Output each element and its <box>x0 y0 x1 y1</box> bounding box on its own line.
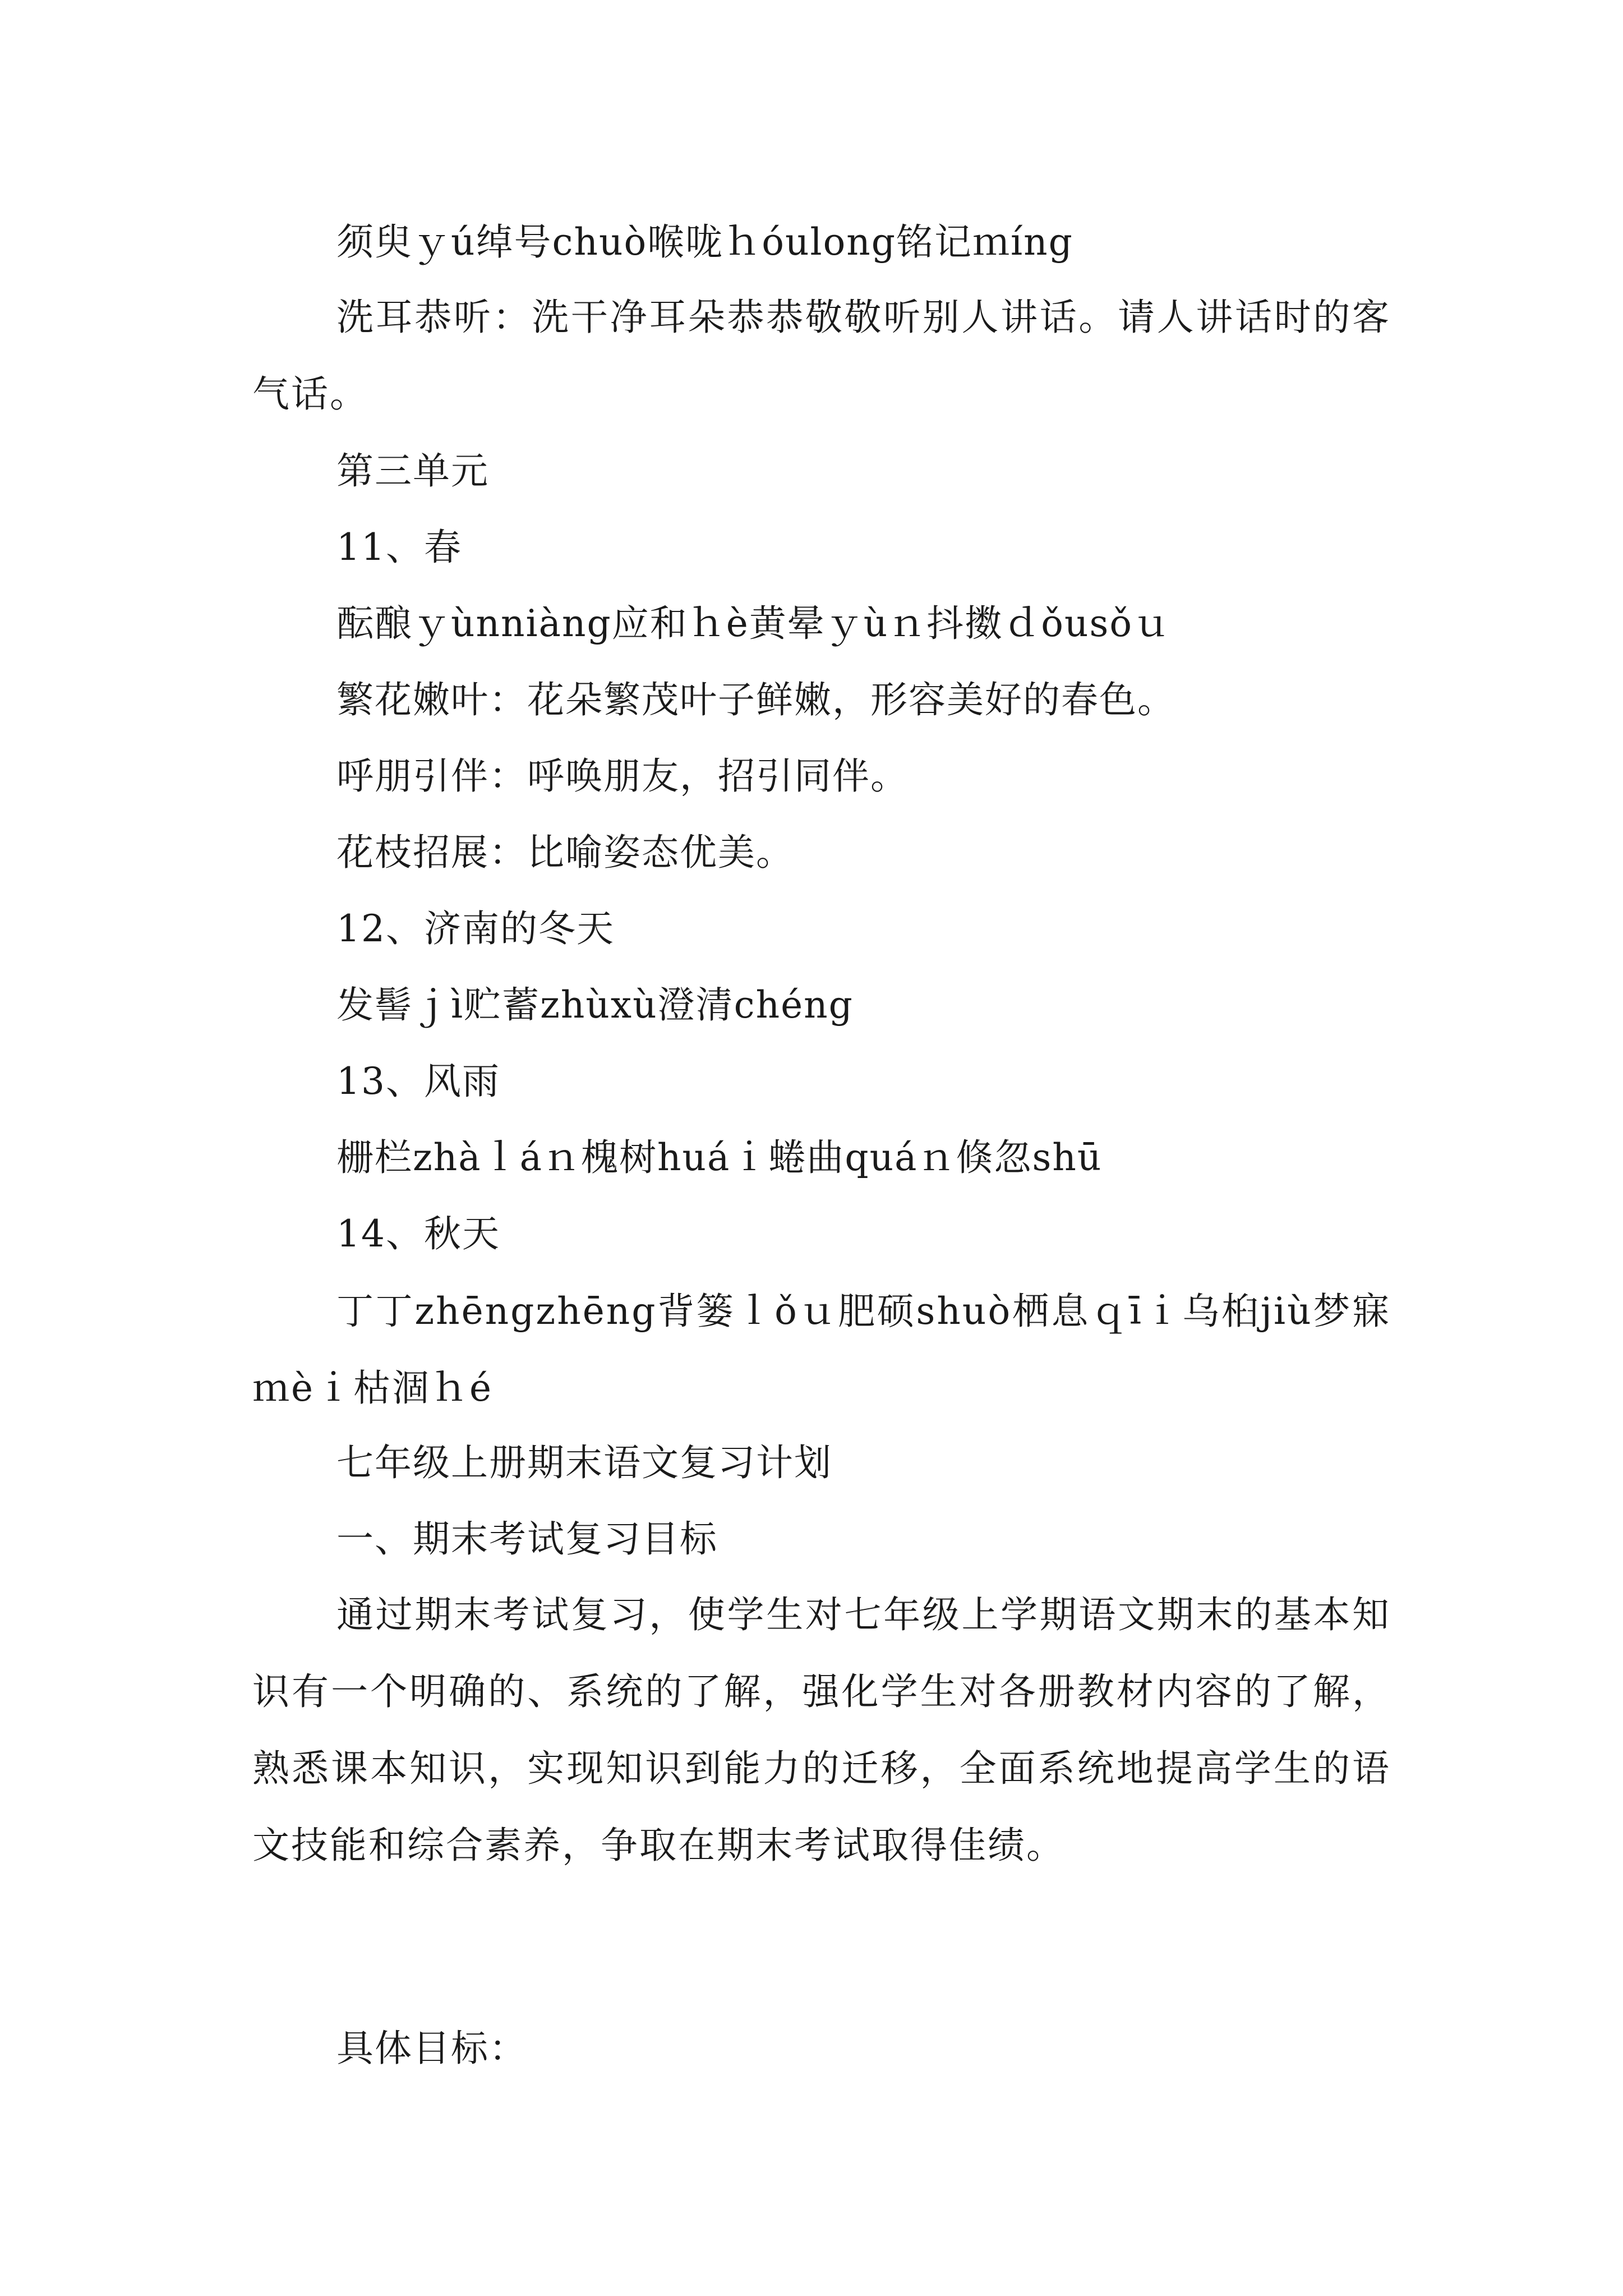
lesson-heading-11: 11、春 <box>336 526 462 569</box>
lesson-heading-12: 12、济南的冬天 <box>336 907 615 950</box>
vocab-line-qiutian: 丁丁zhēngzhēng背篓ｌǒｕ肥硕shuò栖息ｑīｉ乌桕jiù梦寐ｍèｉ枯涸ｈé <box>252 1290 1391 1410</box>
section-heading-goals: 一、期末考试复习目标 <box>336 1517 718 1561</box>
idiom-definition-xierbongting: 洗耳恭听：洗干净耳朵恭恭敬敬听别人讲话。请人讲话时的客气话。 <box>252 296 1391 416</box>
lesson-heading-13: 13、风雨 <box>336 1060 500 1103</box>
vocab-line-chun: 酝酿ｙùnniàng应和ｈè黄晕ｙùｎ抖擞ｄǒusǒｕ <box>336 602 1172 645</box>
unit-heading: 第三单元 <box>336 449 489 493</box>
goals-paragraph: 通过期末考试复习，使学生对七年级上学期语文期末的基本知识有一个明确的、系统的了解，强化学生对各册教材内容的了解，熟悉课本知识，实现知识到能力的迁移，全面系统地提高学生的语文技能和综合素养，争取在期末考试取得佳绩。 <box>252 1593 1391 1867</box>
vocab-line-jinan: 发髻ｊì贮蓄zhùxù澄清chéng <box>336 983 854 1027</box>
lesson-heading-14: 14、秋天 <box>336 1212 500 1255</box>
vocab-line-1: 须臾ｙú绰号chuò喉咙ｈóulong铭记ｍíng <box>336 220 1073 264</box>
vocab-line-fengyu: 栅栏zhàｌáｎ槐树huáｉ蜷曲quáｎ倏忽shū <box>336 1136 1103 1179</box>
specific-goals-label: 具体目标： <box>336 2027 527 2070</box>
idiom-definition-huazhizhaozhan: 花枝招展：比喻姿态优美。 <box>336 831 794 874</box>
plan-title: 七年级上册期末语文复习计划 <box>336 1441 832 1484</box>
idiom-definition-fanhuanenye: 繁花嫩叶：花朵繁茂叶子鲜嫩，形容美好的春色。 <box>336 678 1175 721</box>
idiom-definition-hupengyinban: 呼朋引伴：呼唤朋友，招引同伴。 <box>336 754 909 798</box>
